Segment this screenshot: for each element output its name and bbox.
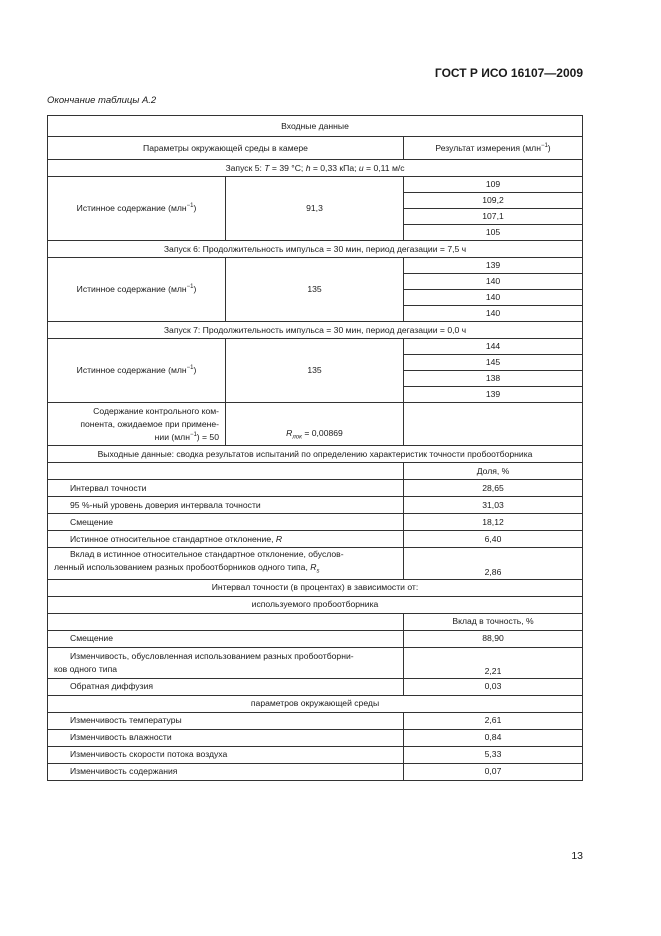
- env-row-label: Изменчивость скорости потока воздуха: [48, 746, 404, 763]
- output-row-label: 95 %-ный уровень доверия интервала точности: [48, 497, 404, 514]
- measurement: 140: [404, 290, 583, 306]
- table-caption: Окончание таблицы А.2: [47, 95, 157, 106]
- measurement: 105: [404, 225, 583, 241]
- env-row-value: 0,84: [404, 729, 583, 746]
- true-content-label: Истинное содержание (млн$^{-1}$): [48, 258, 226, 322]
- true-content-label: Истинное содержание (млн$^{-1}$): [48, 339, 226, 403]
- rsd-value: 6,40: [404, 531, 583, 548]
- measurement: 140: [404, 306, 583, 322]
- run5-row: Запуск 5: T = 39 °С; h = 0,33 кПа; u = 0,11 м/с: [48, 160, 583, 177]
- output-data-title: Выходные данные: сводка результатов испытаний по определению характеристик точности пробоотборника: [48, 446, 583, 463]
- interval-title: Интервал точности (в процентах) в зависимости от:: [48, 579, 583, 596]
- variability-label: Изменчивость, обусловленная использованием разных пробоотборни- ков одного типа: [48, 647, 404, 678]
- measurement: 109: [404, 177, 583, 193]
- r-lok-value: $R_{лок} = 0,00869$: [226, 403, 404, 446]
- page-number: 13: [571, 850, 583, 862]
- empty-cell: [48, 613, 404, 630]
- true-content-label: Истинное содержание (млн$^{-1}$): [48, 177, 226, 241]
- measurement: 139: [404, 258, 583, 274]
- measurement: 107,1: [404, 209, 583, 225]
- measurement: 144: [404, 339, 583, 355]
- control-component-label: Содержание контрольного ком- понента, ожидаемое при примене- нии (млн$^{-1}$) = 50: [48, 403, 226, 446]
- env-title: параметров окружающей среды: [48, 695, 583, 712]
- contrib-label: Вклад в истинное относительное стандартное отклонение, обуслов- ленный использованием разных пробоотборников одного типа, $R_s$: [48, 548, 404, 580]
- measurement: 140: [404, 274, 583, 290]
- results-table: [47, 115, 583, 781]
- measurement: 109,2: [404, 193, 583, 209]
- true-content-value: 135: [226, 258, 404, 322]
- output-row-value: 31,03: [404, 497, 583, 514]
- diffusion-value: 0,03: [404, 678, 583, 695]
- measurement: 138: [404, 371, 583, 387]
- sampler-title: используемого пробоотборника: [48, 596, 583, 613]
- true-content-value: 135: [226, 339, 404, 403]
- input-data-title: Входные данные: [48, 116, 583, 137]
- measurement: 139: [404, 387, 583, 403]
- env-row-label: Изменчивость содержания: [48, 763, 404, 780]
- run6-row: Запуск 6: Продолжительность импульса = 30 мин, период дегазации = 7,5 ч: [48, 241, 583, 258]
- column-header-result: Результат измерения (млн$^{-1}$): [404, 137, 583, 160]
- output-row-label: Смещение: [48, 514, 404, 531]
- sampler-row-value: 88,90: [404, 630, 583, 647]
- env-row-value: 2,61: [404, 712, 583, 729]
- empty-cell: [404, 403, 583, 446]
- env-row-value: 5,33: [404, 746, 583, 763]
- output-row-value: 18,12: [404, 514, 583, 531]
- column-header-params: Параметры окружающей среды в камере: [48, 137, 404, 160]
- standard-designation: ГОСТ Р ИСО 16107—2009: [434, 66, 583, 80]
- output-row-label: Интервал точности: [48, 480, 404, 497]
- variability-value: 2,21: [404, 647, 583, 678]
- empty-cell: [48, 463, 404, 480]
- env-row-label: Изменчивость температуры: [48, 712, 404, 729]
- diffusion-label: Обратная диффузия: [48, 678, 404, 695]
- share-header: Доля, %: [404, 463, 583, 480]
- contrib-header: Вклад в точность, %: [404, 613, 583, 630]
- env-row-value: 0,07: [404, 763, 583, 780]
- true-content-value: 91,3: [226, 177, 404, 241]
- output-row-value: 28,65: [404, 480, 583, 497]
- rsd-label: Истинное относительное стандартное отклонение, R: [48, 531, 404, 548]
- run7-row: Запуск 7: Продолжительность импульса = 30 мин, период дегазации = 0,0 ч: [48, 322, 583, 339]
- contrib-value: 2,86: [404, 548, 583, 580]
- measurement: 145: [404, 355, 583, 371]
- sampler-row-label: Смещение: [48, 630, 404, 647]
- env-row-label: Изменчивость влажности: [48, 729, 404, 746]
